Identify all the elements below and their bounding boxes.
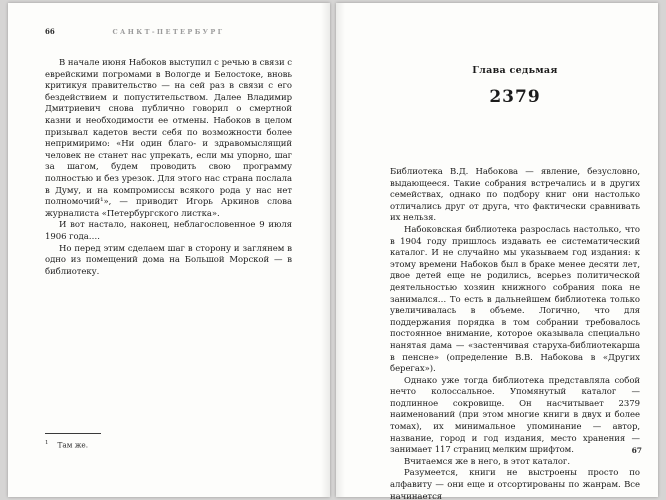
chapter-number: 2379 [489,87,541,107]
right-page [336,3,658,500]
paragraph: Однако уже тогда библиотека представляла собой нечто колоссальное. Упомянутый каталог — подлинное сокровище. Он насчитывает 2379 наименований (при этом многие книги в двух и более томах), их минимальное упоминание — автор, название, город и год издания, место хранения — занимает 117 страниц мелким шрифтом. [390,375,640,456]
footnote-marker: 1 [45,439,49,446]
footnote-line [45,439,292,449]
left-page-number: 66 [45,27,55,36]
left-page-body [45,58,292,278]
paragraph: Разумеется, книги не выстроены просто по алфавиту — они еще и отсортированы по жанрам. Все начинается [390,468,640,500]
paragraph: Набоковская библиотека разрослась настолько, что в 1904 году пришлось издавать ее систематический каталог. И не случайно мы указываем год издания: к этому времени Набоков был в браке менее десяти лет, двое детей еще не родились, всерьез политической деятельностью хозяин книжного собрания пока не занимался… То есть в дальнейшем библиотека только увеличивалась в объеме. Логично, что для поддержания порядка в том собрании требовалось постоянное внимание, которое оказывала специально нанятая дама — «застенчивая старуха-библиотекарша в пенсне» (определение В.В. Набокова в «Других берегах»). [390,224,640,375]
paragraph: Библиотека В.Д. Набокова — явление, безусловно, выдающееся. Такие собрания встречались и в других семействах, однако по подбору книг они настолько отличались друг от друга, что фактически сравнивать их нельзя. [390,167,640,224]
paragraph: В начале июня Набоков выступил с речью в связи с еврейскими погромами в Вологде и Белостоке, вновь критикуя правительство — на сей раз в связи с его бездействием и попустительством. Далее Владимир Дмитриевич снова публично говорил о смертной казни и необходимости ее отмены. Набоков в целом призывал кадетов вести себя по возможности более непримиримо: «Ни один благо- и здравомыслящий человек не станет нас упрекать, если мы упорно, шаг за шагом, будем проводить свою программу полностью и без урезок. Для этого нас страна послала в Думу, и на компромиссы всякого рода у нас нет полномочий¹», — приводит Игорь Аркинов слова журналиста «Петербургского листка». [45,58,292,219]
running-head [45,27,292,37]
paragraph: Вчитаемся же в него, в этот каталог. [404,456,570,467]
right-page-number: 67 [631,446,642,455]
footnote-text: Там же. [57,440,89,449]
paragraph: Но перед этим сделаем шаг в сторону и заглянем в одно из помещений дома на Большой Морской — в библиотеку. [45,243,292,277]
footnote [45,433,292,449]
running-head-title: САНКТ-ПЕТЕРБУРГ [112,28,225,36]
footnote-rule [45,433,101,434]
paragraph: И вот настало, наконец, неблагословенное 9 июля 1906 года…. [45,220,292,242]
right-page-body [390,167,640,500]
left-page [8,3,330,497]
chapter-label: Глава седьмая [472,65,558,76]
chapter-head [390,65,640,107]
